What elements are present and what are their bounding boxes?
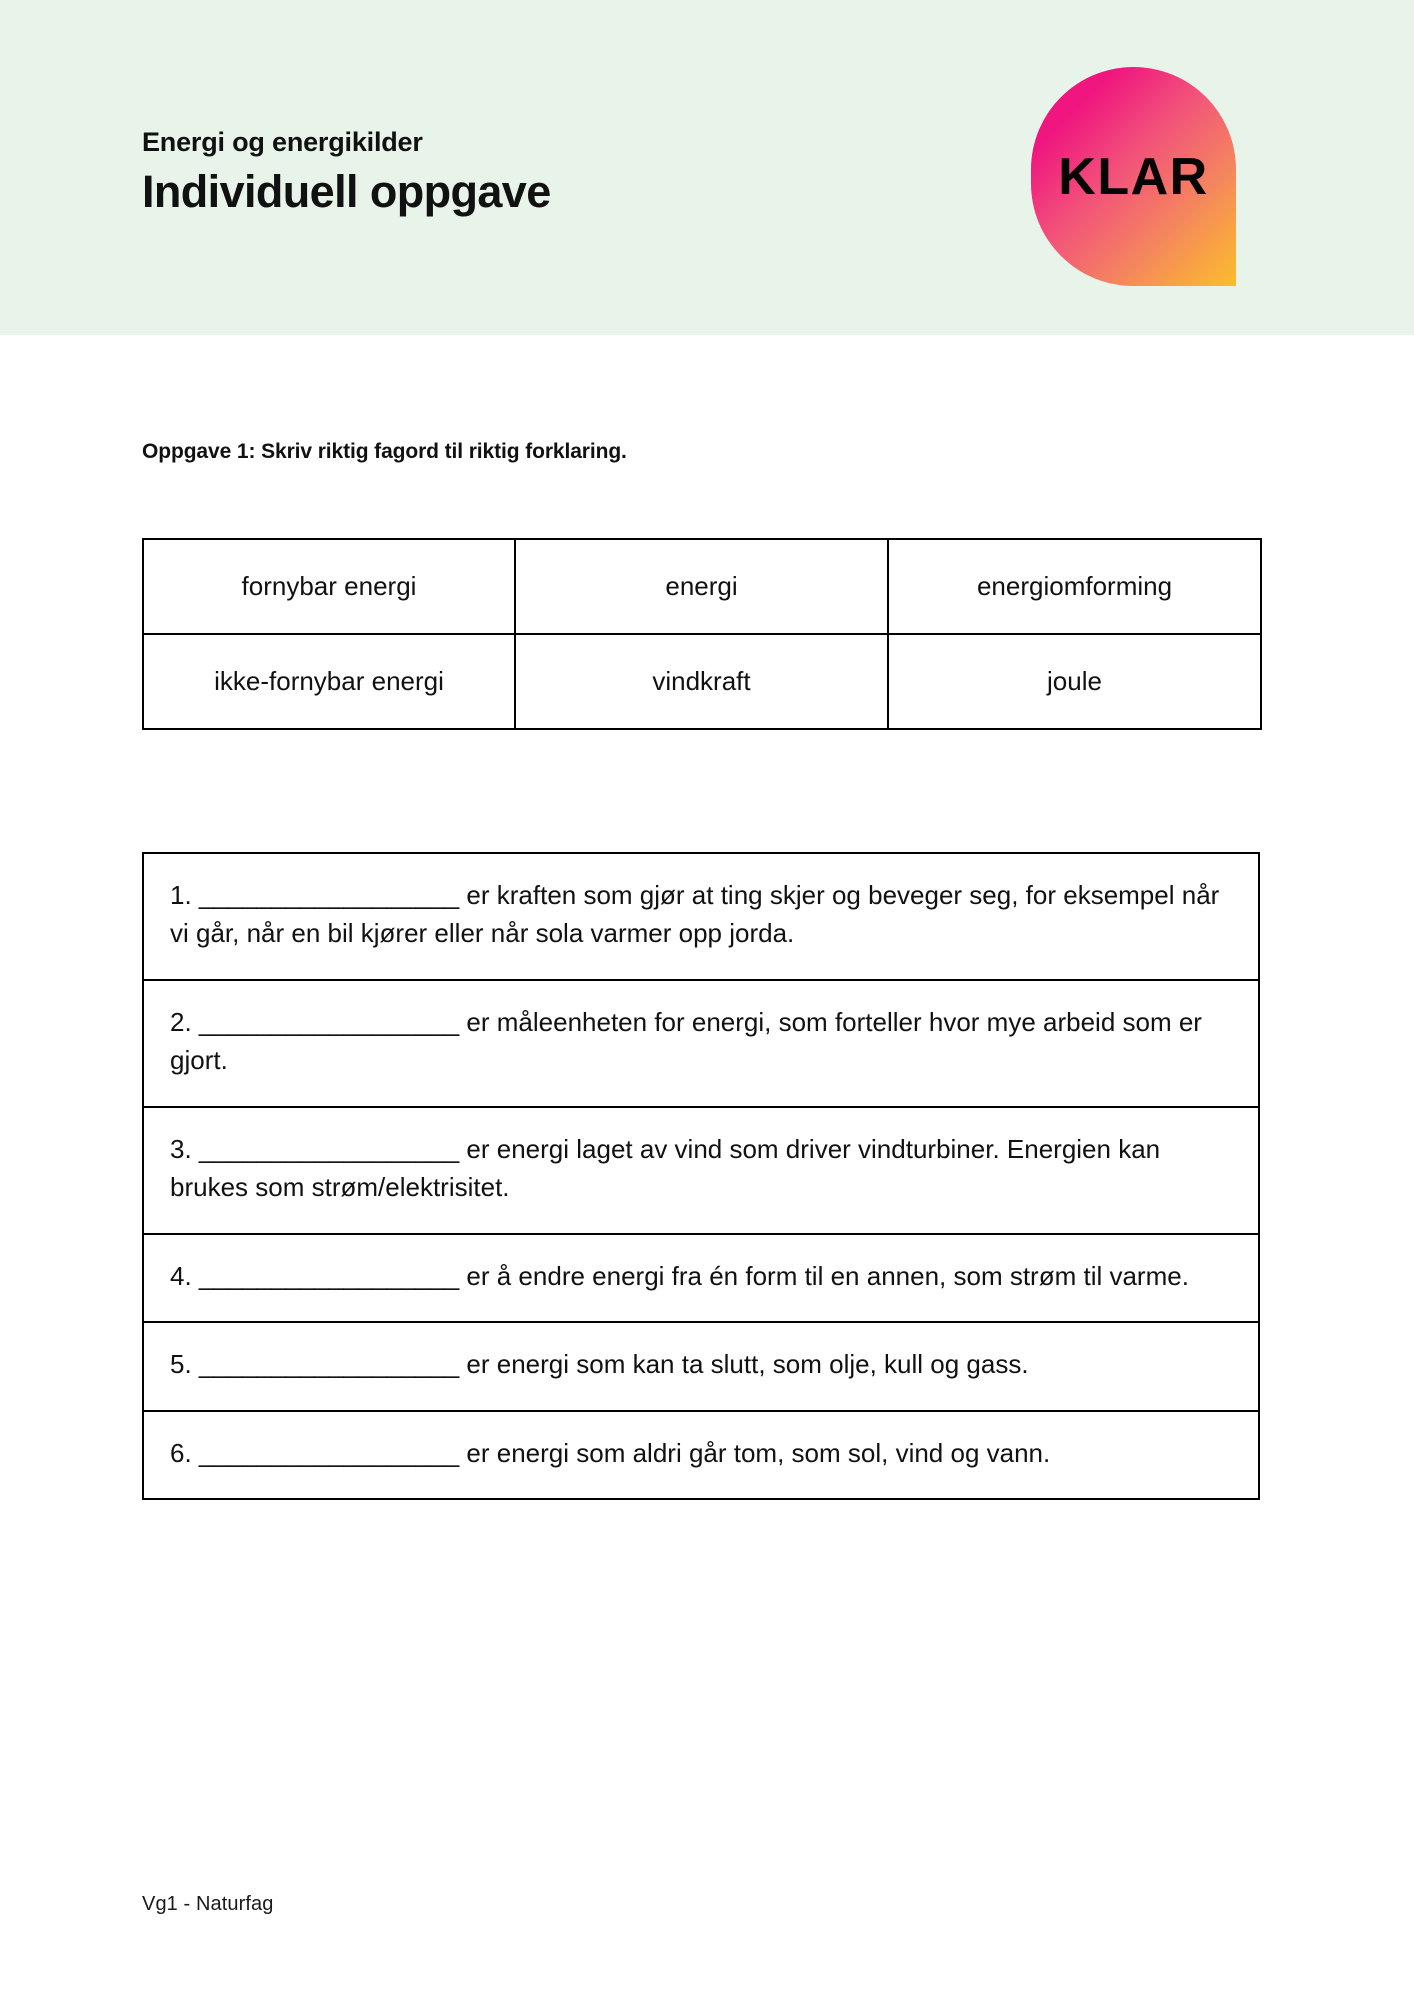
header-eyebrow: Energi og energikilder [142,127,423,157]
task-heading: Oppgave 1: Skriv riktig fagord til riktig forklaring. [142,440,627,463]
logo-text: KLAR [1058,147,1209,206]
wordbank-cell[interactable]: ikke-fornybar energi [143,634,515,729]
klar-logo [1031,67,1236,286]
statement-text: 5. __________________ er energi som kan ta slutt, som olje, kull og gass. [170,1349,1029,1380]
statement-text: 6. __________________ er energi som aldri går tom, som sol, vind og vann. [170,1437,1051,1468]
wordbank-cell[interactable]: vindkraft [515,634,888,729]
wordbank-cell[interactable]: energi [515,539,888,634]
table-row [143,539,1261,634]
statement-row-2[interactable] [144,981,1258,1108]
statement-row-1[interactable] [144,854,1258,981]
header-text-block [142,126,551,218]
wordbank-cell[interactable]: energiomforming [888,539,1261,634]
wordbank-cell[interactable]: fornybar energi [143,539,515,634]
statement-text: 4. __________________ er å endre energi fra én form til en annen, som strøm til varme. [170,1260,1189,1291]
statement-row-5[interactable] [144,1323,1258,1411]
footer-label: Vg1 - Naturfag [142,1893,274,1915]
wordbank-body [143,539,1261,729]
statement-text: 1. __________________ er kraften som gjør at ting skjer og beveger seg, for eksempel når vi går, når en bil kjører eller når sola varmer opp jorda. [170,880,1220,949]
wordbank-table [142,538,1262,730]
page-title: Individuell oppgave [142,166,551,218]
worksheet-content [142,440,1262,1500]
statement-row-4[interactable] [144,1235,1258,1323]
statement-text: 3. __________________ er energi laget av vind som driver vindturbiner. Energien kan brukes som strøm/elektrisitet. [170,1133,1161,1203]
wordbank-cell[interactable]: joule [888,634,1261,729]
header-band [0,0,1414,335]
statement-text: 2. __________________ er måleenheten for energi, som forteller hvor mye arbeid som er gjort. [170,1006,1202,1076]
statement-row-6[interactable] [144,1412,1258,1498]
statements-table [142,852,1260,1500]
table-row [143,634,1261,729]
statement-row-3[interactable] [144,1108,1258,1235]
